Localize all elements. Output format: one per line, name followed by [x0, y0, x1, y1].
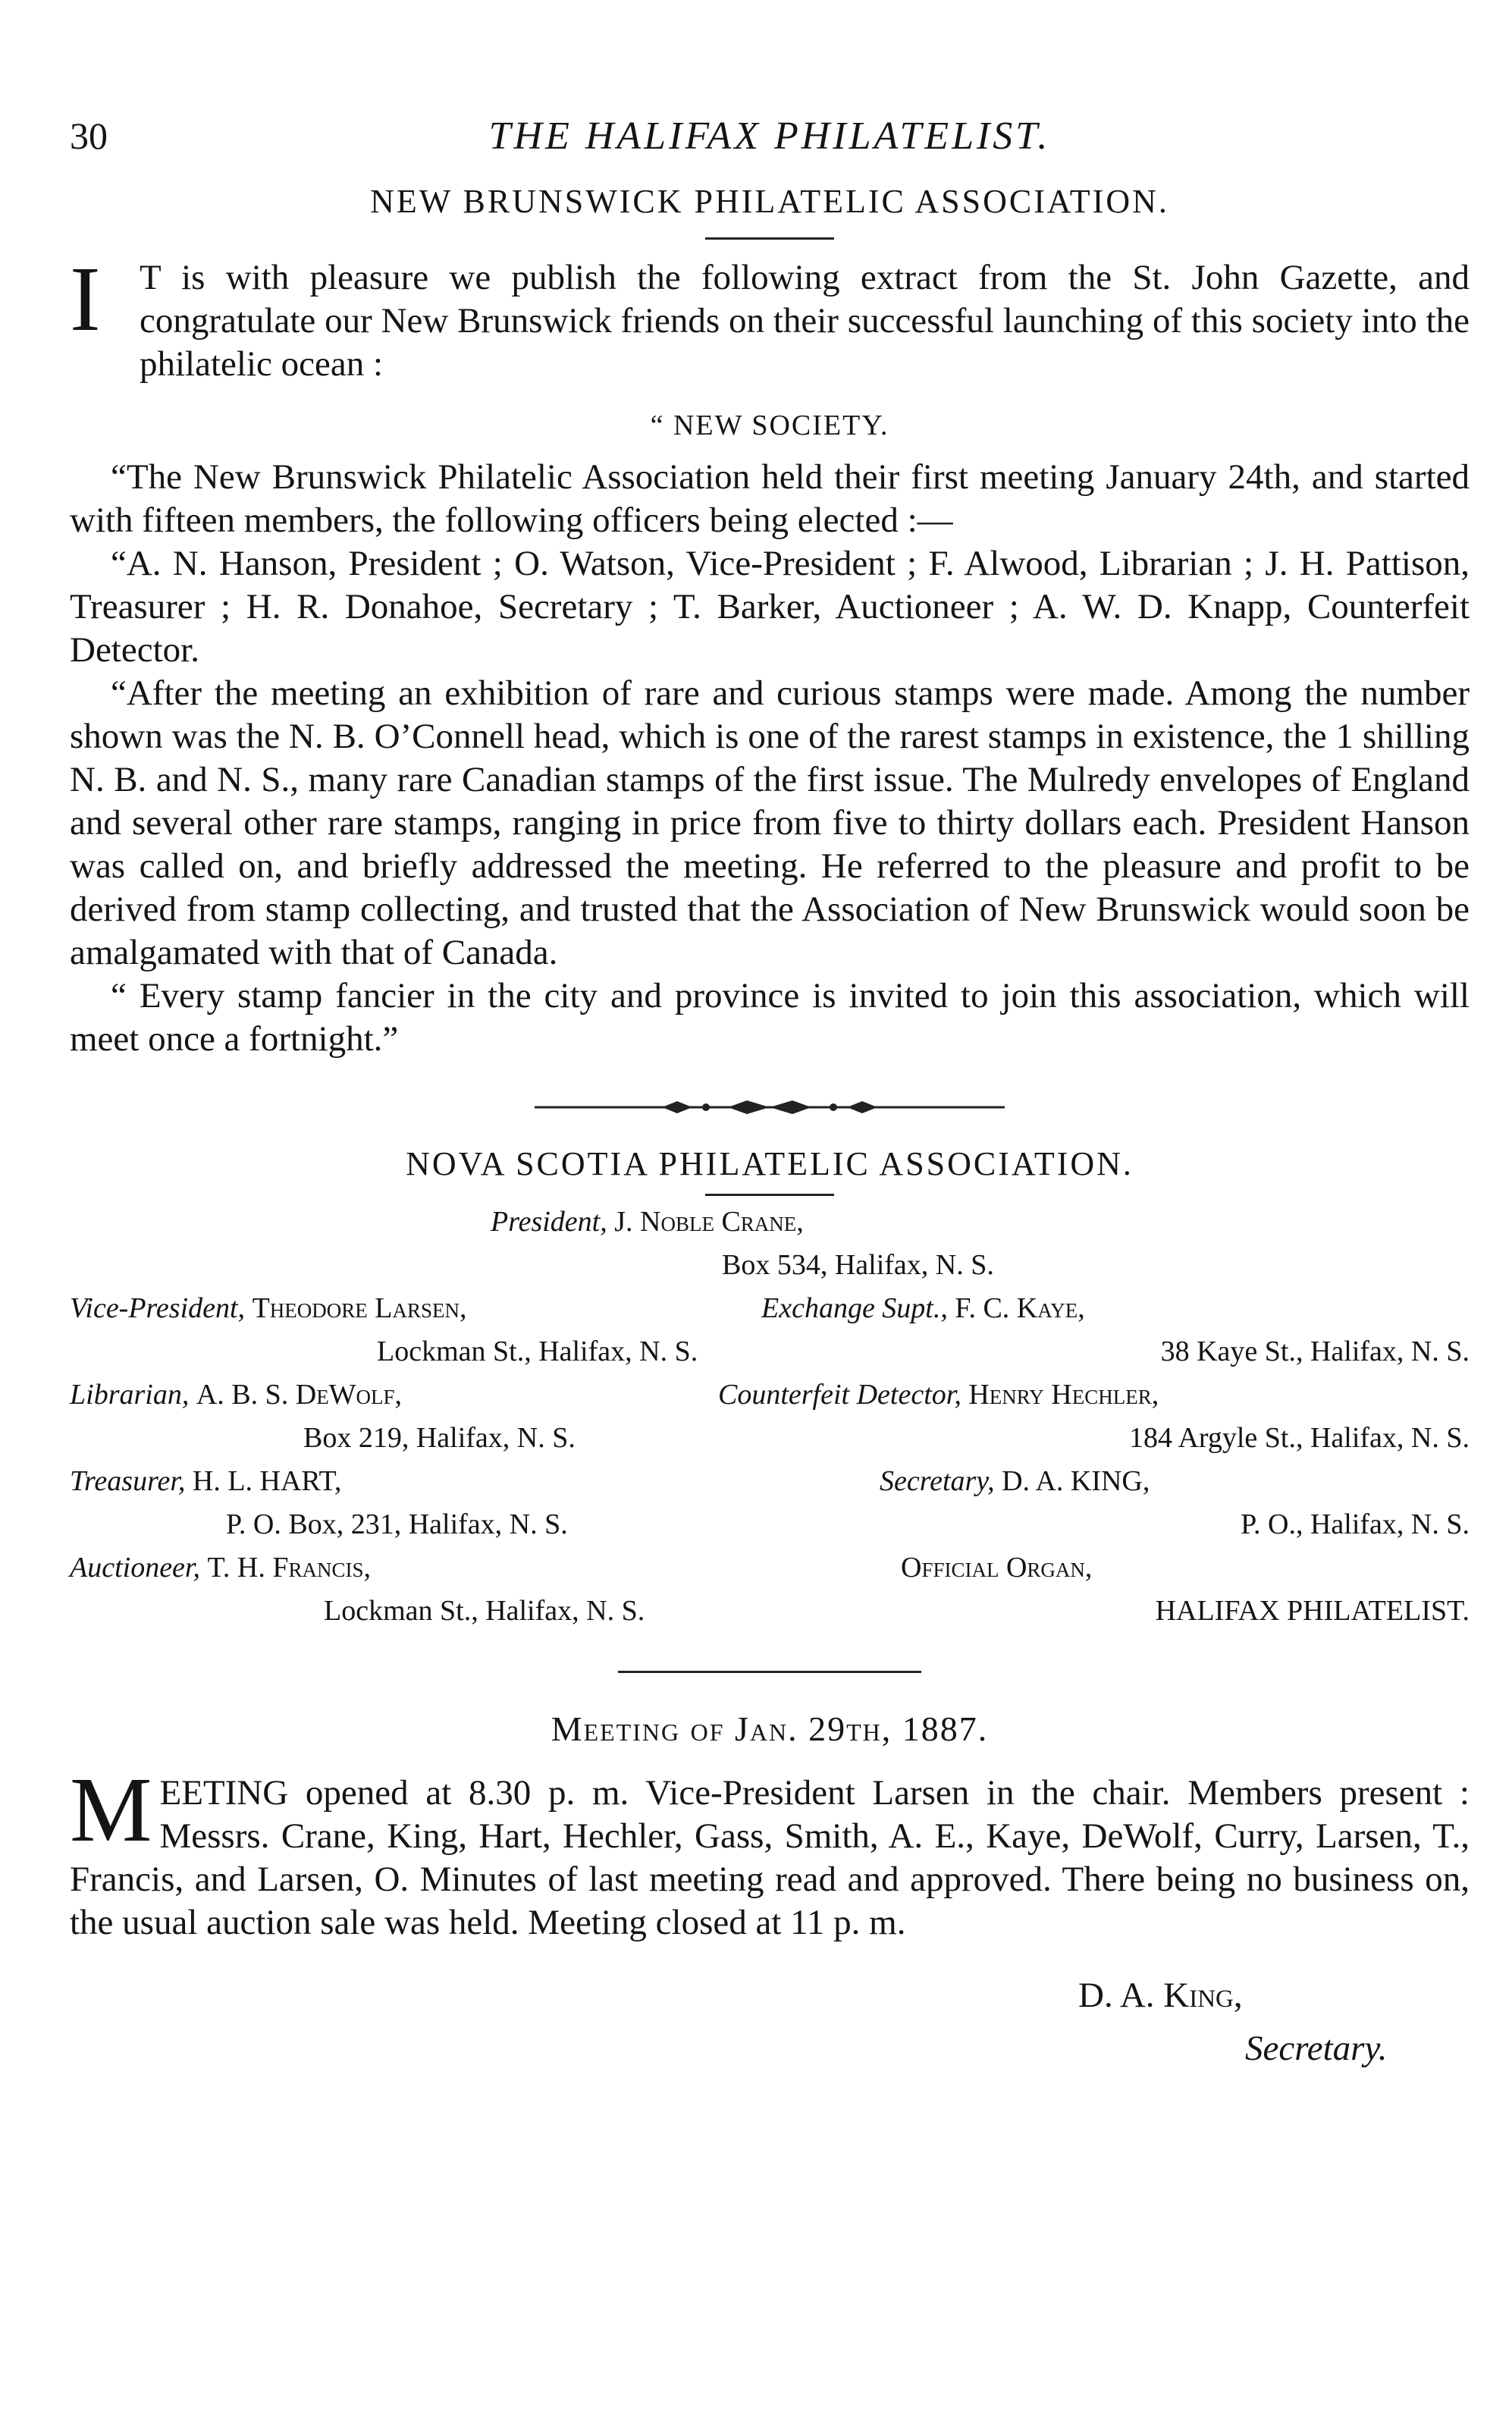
- nb-paragraph: “ Every stamp fancier in the city and province is invited to join this association, which will meet once a fortnight.”: [70, 976, 1470, 1059]
- officer-auctioneer: Auctioneer, T. H. Francis,: [70, 1552, 372, 1584]
- officer-vice-president: Vice-President, Theodore Larsen,: [70, 1292, 467, 1324]
- officers-list: [70, 1201, 1470, 1701]
- page-number: 30: [70, 115, 108, 157]
- nb-paragraph: “The New Brunswick Philatelic Association held their first meeting January 24th, and started with fifteen members, the following officers being elected :—: [70, 457, 1470, 540]
- drop-cap: I: [70, 248, 101, 350]
- officer-address: Box 534, Halifax, N. S.: [722, 1249, 994, 1281]
- signature-name: D. A. King,: [1078, 1976, 1243, 2015]
- official-organ-name: HALIFAX PHILATELIST.: [1155, 1595, 1470, 1627]
- officer-librarian: Librarian, A. B. S. DeWolf,: [70, 1379, 403, 1411]
- officer-address: Lockman St., Halifax, N. S.: [324, 1595, 645, 1627]
- running-title: THE HALIFAX PHILATELIST.: [488, 115, 1051, 158]
- section-divider: [618, 1671, 921, 1673]
- nb-paragraph: “A. N. Hanson, President ; O. Watson, Vice-President ; F. Alwood, Librarian ; J. H. Pattison, Treasurer ; H. R. Donahoe, Secretary ; T. Barker, Auctioneer ; A. W. D. Knapp, Counterfeit Detector.: [70, 544, 1470, 670]
- officer-exchange: Exchange Supt., F. C. Kaye,: [761, 1292, 1085, 1324]
- page-header: [70, 114, 1470, 162]
- meeting-minutes: [70, 1759, 1470, 1945]
- officer-secretary: Secretary, D. A. KING,: [880, 1465, 1150, 1497]
- officer-address: Lockman St., Halifax, N. S.: [377, 1336, 698, 1367]
- nb-paragraph: “After the meeting an exhibition of rare and curious stamps were made. Among the number shown was the N. B. O’Connell head, which is one of the rarest stamps in existence, the 1 shilling N. B. and N. S., many rare Canadian stamps of the first issue. The Mulredy envelopes of England and several other rare stamps, ranging in price from five to thirty dollars each. President Hanson was called on, and briefly addressed the meeting. He referred to the pleasure and profit to be derived from stamp collecting, and trusted that the Association of New Brunswick would soon be amalgamated with that of Canada.: [70, 673, 1470, 972]
- officer-president: President, J. Noble Crane,: [491, 1206, 804, 1238]
- officer-address: P. O. Box, 231, Halifax, N. S.: [226, 1508, 568, 1540]
- drop-cap: M: [70, 1759, 152, 1861]
- officer-treasurer: Treasurer, H. L. HART,: [70, 1465, 342, 1497]
- meeting-title: Meeting of Jan. 29th, 1887.: [551, 1709, 989, 1748]
- officer-address: Box 219, Halifax, N. S.: [303, 1422, 576, 1454]
- nb-section-heading: NEW BRUNSWICK PHILATELIC ASSOCIATION.: [370, 183, 1169, 220]
- officer-address: 38 Kaye St., Halifax, N. S.: [1160, 1336, 1470, 1367]
- meeting-text: EETING opened at 8.30 p. m. Vice-President Larsen in the chair. Members present : Messrs. Crane, King, Hart, Hechler, Gass, Smith, A. E., Kaye, DeWolf, Curry, Larsen, T., Francis, and Larsen, O. Minutes of last meeting read and approved. There being no business on, the usual auction sale was held. Meeting closed at 11 p. m.: [70, 1773, 1470, 1942]
- signature: [70, 1975, 1470, 2089]
- page: [70, 114, 1470, 2089]
- nb-intro-text: T is with pleasure we publish the following extract from the St. John Gazette, and congratulate our New Brunswick friends on their successful launching of this society into the philatelic ocean :: [140, 258, 1470, 384]
- signature-title: Secretary.: [1245, 2029, 1388, 2068]
- ns-section-heading: NOVA SCOTIA PHILATELIC ASSOCIATION.: [406, 1145, 1134, 1182]
- nb-subheading: “ NEW SOCIETY.: [650, 410, 889, 441]
- officer-address: P. O., Halifax, N. S.: [1241, 1508, 1470, 1540]
- official-organ-label: Official Organ,: [901, 1552, 1093, 1584]
- ornamental-divider: [535, 1096, 1005, 1119]
- officer-counterfeit-detector: Counterfeit Detector, Henry Hechler,: [718, 1379, 1159, 1411]
- nb-intro: [70, 248, 1470, 386]
- officer-address: 184 Argyle St., Halifax, N. S.: [1129, 1422, 1470, 1454]
